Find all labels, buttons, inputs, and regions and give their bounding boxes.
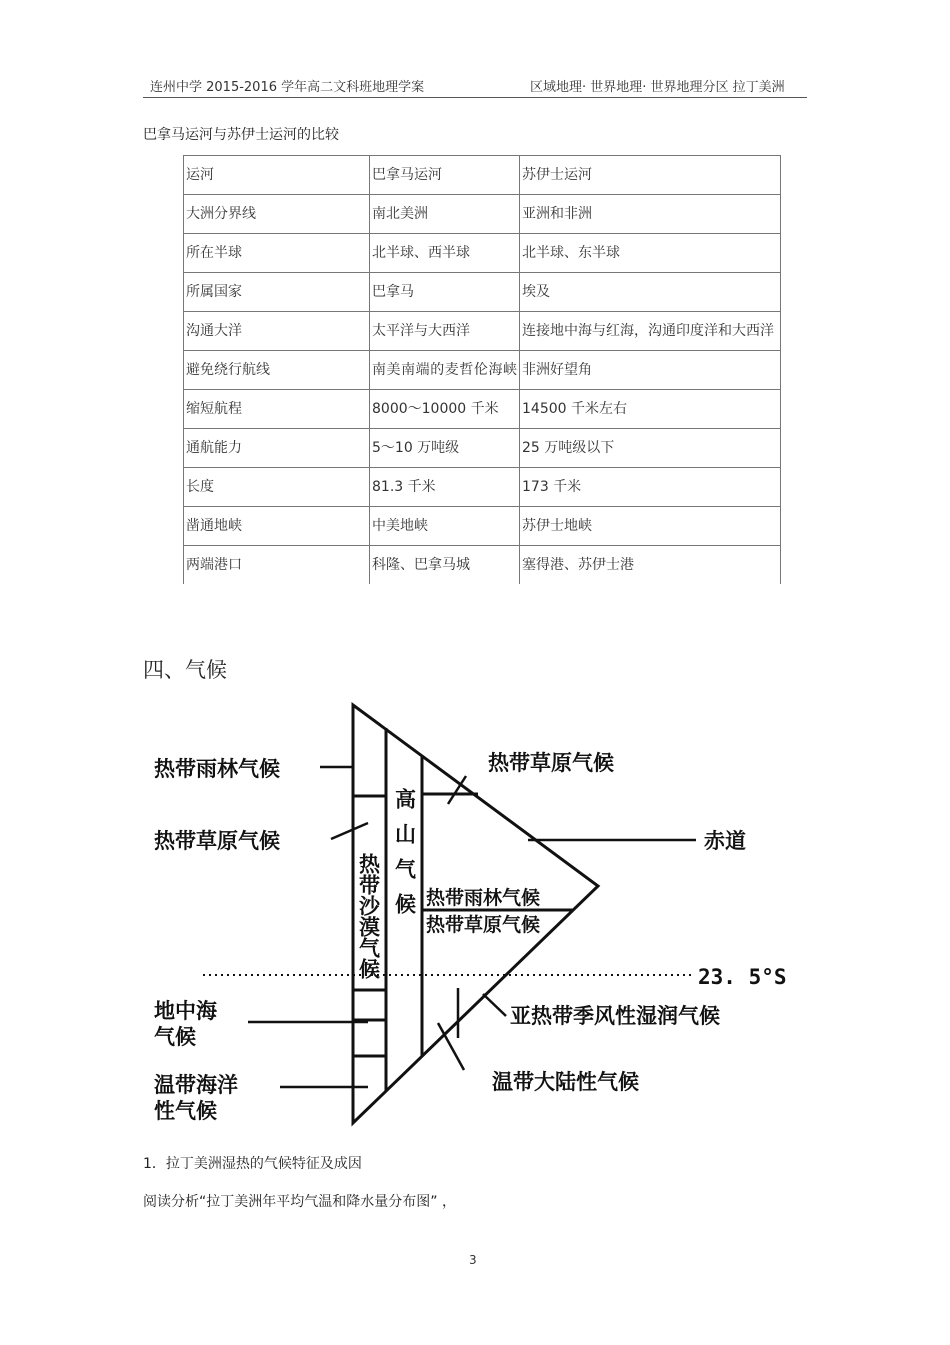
table-caption: 巴拿马运河与苏伊士运河的比较 [143, 127, 339, 143]
table-cell: 长度 [184, 468, 370, 507]
table-cell: 非洲好望角 [520, 351, 781, 390]
table-cell: 81.3 千米 [370, 468, 520, 507]
table-cell: 大洲分界线 [184, 195, 370, 234]
label-savanna-inner: 热带草原气候 [426, 914, 541, 936]
table-cell: 亚洲和非洲 [520, 195, 781, 234]
label-humid-subtropical: 亚热带季风性湿润气候 [510, 1003, 720, 1028]
table-row [184, 273, 781, 312]
table-cell: 南美南端的麦哲伦海峡 [370, 351, 520, 390]
table-cell: 运河 [184, 156, 370, 195]
label-equator: 赤道 [704, 828, 746, 853]
label-oceanic-1: 温带海洋 [154, 1072, 238, 1097]
table-row [184, 234, 781, 273]
table-cell: 凿通地峡 [184, 507, 370, 546]
table-cell: 5～10 万吨级 [370, 429, 520, 468]
table-cell: 南北美洲 [370, 195, 520, 234]
table-cell: 太平洋与大西洋 [370, 312, 520, 351]
table-cell: 埃及 [520, 273, 781, 312]
label-savanna-left: 热带草原气候 [154, 828, 280, 853]
header-rule [143, 97, 807, 98]
label-oceanic-2: 性气候 [154, 1098, 217, 1123]
table-cell: 两端港口 [184, 546, 370, 585]
label-desert-vertical: 热带沙漠气候 [356, 853, 382, 979]
table-cell: 塞得港、苏伊士港 [520, 546, 781, 585]
table-row [184, 390, 781, 429]
table-row [184, 507, 781, 546]
canal-comparison-table [183, 155, 781, 584]
label-continental: 温带大陆性气候 [492, 1069, 639, 1094]
table-cell: 连接地中海与红海，沟通印度洋和大西洋 [520, 312, 781, 351]
table-cell: 173 千米 [520, 468, 781, 507]
table-cell: 所属国家 [184, 273, 370, 312]
table-row [184, 351, 781, 390]
table-cell: 通航能力 [184, 429, 370, 468]
table-cell: 14500 千米左右 [520, 390, 781, 429]
label-rainforest-left: 热带雨林气候 [154, 756, 280, 781]
table-cell: 8000～10000 千米 [370, 390, 520, 429]
table-cell: 巴拿马 [370, 273, 520, 312]
table-row [184, 312, 781, 351]
table-cell: 所在半球 [184, 234, 370, 273]
table-row [184, 468, 781, 507]
question-2: 阅读分析“拉丁美洲年平均气温和降水量分布图” ， [143, 1194, 456, 1210]
table-row [184, 429, 781, 468]
table-cell: 中美地峡 [370, 507, 520, 546]
table-row [184, 546, 781, 585]
table-cell: 科隆、巴拿马城 [370, 546, 520, 585]
label-mediterranean-2: 气候 [154, 1024, 196, 1049]
label-mediterranean-1: 地中海 [154, 998, 217, 1023]
label-tropic: 23. 5°S [698, 965, 787, 989]
table-cell: 苏伊士运河 [520, 156, 781, 195]
header-left: 连州中学 2015-2016 学年高二文科班地理学案 [150, 80, 425, 95]
table-cell: 25 万吨级以下 [520, 429, 781, 468]
table-cell: 沟通大洋 [184, 312, 370, 351]
section-title: 四、气候 [143, 658, 227, 682]
table-cell: 缩短航程 [184, 390, 370, 429]
label-rainforest-inner: 热带雨林气候 [426, 887, 541, 909]
table-row [184, 156, 781, 195]
label-highland-vertical: 高山气候 [392, 788, 418, 928]
table-cell: 北半球、东半球 [520, 234, 781, 273]
table-cell: 苏伊士地峡 [520, 507, 781, 546]
label-savanna-right: 热带草原气候 [488, 750, 614, 775]
page-number: 3 [469, 1253, 477, 1267]
question-1: 1．拉丁美洲湿热的气候特征及成因 [143, 1156, 362, 1172]
table-cell: 巴拿马运河 [370, 156, 520, 195]
header-right: 区域地理· 世界地理· 世界地理分区 拉丁美洲 [530, 80, 785, 95]
table-cell: 避免绕行航线 [184, 351, 370, 390]
table-cell: 北半球、西半球 [370, 234, 520, 273]
table-row [184, 195, 781, 234]
climate-diagram [148, 698, 808, 1138]
